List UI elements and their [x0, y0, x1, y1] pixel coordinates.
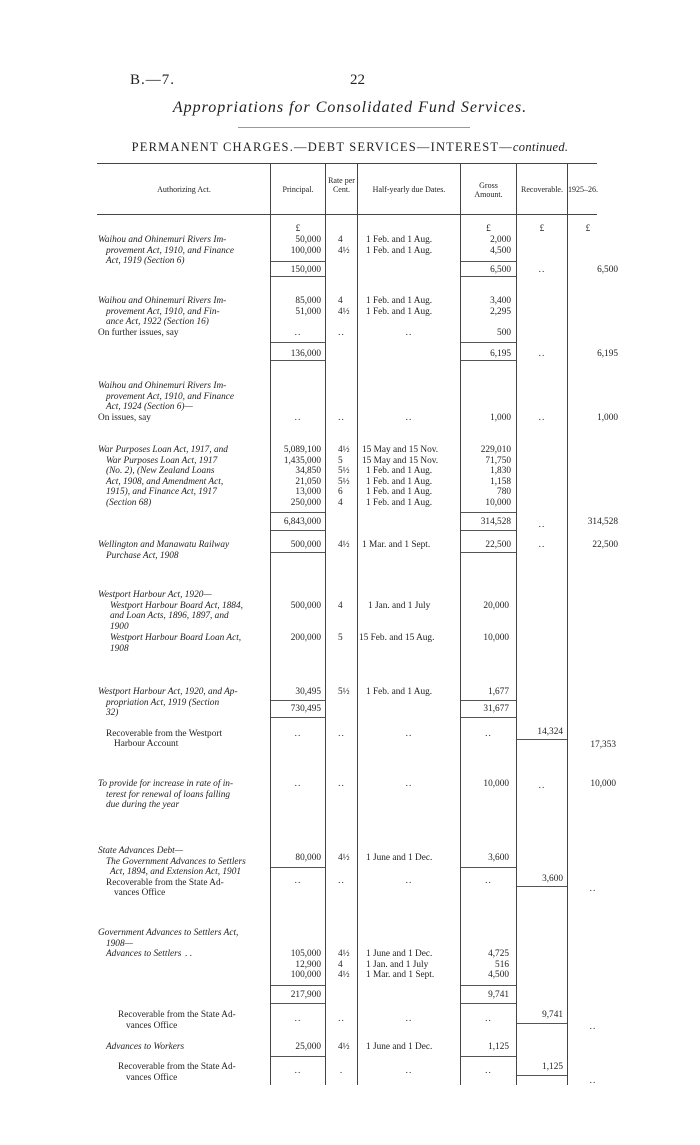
act-line: due during the year [106, 800, 180, 811]
rate-value: .. [338, 779, 345, 789]
due-dates: .. [405, 413, 413, 423]
recoverable-value: .. [538, 540, 546, 550]
act-line: Recoverable from the State Ad- [118, 1010, 236, 1020]
gross-value: 4,500 [488, 970, 509, 981]
gross-value: 1,125 [488, 1042, 509, 1052]
authorizing-act-entry [98, 540, 270, 561]
year-amount: 314,528 [587, 517, 618, 527]
authorizing-act-entry [98, 779, 270, 811]
principal-value: 50,000 [295, 235, 321, 245]
due-dates: 1 Jan. and 1 July [366, 959, 429, 970]
gross-value: 10,000 [483, 633, 509, 643]
principal-total: 730,495 [290, 704, 321, 714]
gross-total: 6,195 [490, 349, 511, 359]
title-rule [238, 127, 470, 128]
recoverable-row-dates: .. [405, 1014, 413, 1024]
principal-total: 217,900 [290, 990, 321, 1000]
act-line: Wellington and Manawatu Railway [98, 540, 230, 550]
subtotal-rule [461, 261, 516, 262]
col-header-gross: Gross Amount. [474, 181, 503, 199]
principal-value: .. [294, 413, 302, 423]
rate-value: 4½ [338, 445, 350, 455]
col-header-rate: Rate per Cent. [328, 176, 355, 194]
act-line: and Loan Acts, 1896, 1897, and [110, 611, 229, 622]
principal-value: 200,000 [290, 633, 321, 643]
act-line: State Advances Debt— [98, 846, 184, 856]
gross-total: 314,528 [480, 517, 511, 527]
gross-value: 2,295 [490, 306, 511, 317]
column-divider [567, 163, 568, 1085]
act-line: vances Office [114, 888, 166, 899]
total-rule [461, 1003, 516, 1004]
subtotal-rule [271, 512, 325, 513]
act-line: Act, 1919 (Section 6) [106, 256, 185, 267]
principal-value: 25,000 [295, 1042, 321, 1052]
rate-value: 5½ [338, 687, 350, 697]
recoverable-row-principal: .. [294, 1066, 302, 1076]
rate-value: 4 [338, 959, 343, 970]
col-header-authorizing-act: Authorizing Act. [157, 185, 211, 194]
gross-value: 3,400 [490, 296, 511, 306]
authorizing-act-entry [98, 381, 270, 423]
total-rule [461, 360, 516, 361]
gross-total: 6,500 [490, 265, 511, 275]
principal-value: 1,435,000 [283, 455, 321, 466]
leader-dots: . . [185, 949, 192, 959]
gross-value: 229,010 [480, 445, 511, 455]
recoverable-row-gross: .. [485, 1066, 492, 1076]
due-dates: 15 May and 15 Nov. [362, 455, 439, 466]
due-dates: 15 May and 15 Nov. [362, 445, 439, 455]
rate-value: 4½ [338, 970, 350, 981]
act-line: terest for renewal of loans falling [106, 789, 231, 800]
due-dates: 1 Feb. and 1 Aug. [366, 235, 433, 245]
authorizing-act-entry [98, 235, 270, 267]
principal-value: 51,000 [295, 306, 321, 317]
recoverable-row-dates: .. [405, 729, 413, 739]
act-line: 1908— [106, 938, 133, 949]
year-amount: 6,195 [597, 349, 618, 359]
total-rule [271, 530, 325, 531]
principal-value: 500,000 [290, 601, 321, 611]
total-rule [461, 530, 516, 531]
year-amount: 10,000 [590, 779, 616, 789]
currency-symbol: £ [585, 224, 591, 234]
principal-value: 80,000 [295, 853, 321, 863]
act-line: provement Act, 1910, and Finance [106, 245, 235, 256]
rate-value: 4 [338, 296, 343, 306]
gross-value: 20,000 [483, 601, 509, 611]
gross-value: 10,000 [485, 498, 511, 508]
rate-value: 5½ [338, 466, 350, 477]
due-dates: 1 Feb. and 1 Aug. [366, 498, 433, 508]
act-line: Waihou and Ohinemuri Rivers Im- [98, 235, 227, 245]
total-rule [461, 276, 516, 277]
act-line: Westport Harbour Board Loan Act, [110, 633, 242, 644]
due-dates: 15 Feb. and 15 Aug. [359, 633, 435, 643]
total-rule [271, 552, 325, 553]
total-rule [461, 1056, 516, 1057]
recoverable-row-dates: .. [405, 876, 413, 886]
recoverable-row-gross: .. [485, 729, 492, 739]
year-amount: 6,500 [597, 265, 618, 275]
total-rule [461, 552, 516, 553]
rate-value: .. [338, 413, 345, 423]
currency-symbol: £ [295, 224, 301, 234]
act-line: Waihou and Ohinemuri Rivers Im- [98, 296, 227, 306]
rate-value: 4½ [338, 1042, 350, 1052]
column-divider [516, 163, 517, 1085]
act-line: Recoverable from the Westport [106, 728, 223, 739]
act-line: The Government Advances to Settlers [106, 856, 246, 867]
table-header-rule [97, 214, 597, 215]
act-line: War Purposes Loan Act, 1917 [106, 455, 218, 466]
recoverable-value: .. [538, 781, 546, 791]
act-line: Westport Harbour Act, 1920, and Ap- [98, 687, 238, 697]
gross-value: 1,158 [490, 476, 511, 487]
gross-value: 4,500 [490, 245, 511, 256]
act-line: vances Office [126, 1020, 178, 1031]
act-line: Advances to Settlers [106, 949, 182, 960]
due-dates: 1 June and 1 Dec. [366, 949, 433, 959]
subtotal-rule [271, 700, 325, 701]
recoverable-row-rate: .. [338, 729, 345, 739]
rate-value: 4½ [338, 540, 350, 550]
recoverable-value: .. [538, 349, 546, 359]
subtitle-continued: continued. [512, 140, 569, 154]
principal-value: .. [294, 779, 302, 789]
rate-value: 5½ [338, 476, 350, 487]
principal-value: 34,850 [295, 466, 321, 477]
authorizing-act-entry [98, 846, 270, 899]
document-reference: B.—7. [130, 72, 176, 88]
table-top-rule [97, 163, 597, 164]
rate-value: 5 [338, 633, 343, 643]
subtitle-text: PERMANENT CHARGES.—DEBT SERVICES—INTEREST— [131, 140, 513, 154]
act-line: provement Act, 1910, and Finance [106, 391, 235, 402]
act-line: Act, 1908, and Amendment Act, [106, 476, 224, 487]
subtotal-rule [271, 342, 325, 343]
act-line: propriation Act, 1919 (Section [106, 697, 220, 708]
total-rule [271, 1056, 325, 1057]
act-line: vances Office [126, 1072, 178, 1083]
subtotal-rule [461, 512, 516, 513]
rate-value: 5 [338, 455, 343, 466]
due-dates: 1 Feb. and 1 Aug. [366, 487, 433, 498]
col-header-recoverable: Recoverable. [521, 185, 563, 194]
subtotal-rule [461, 342, 516, 343]
due-dates: 1 Feb. and 1 Aug. [366, 296, 433, 306]
recoverable-row-principal: .. [294, 876, 302, 886]
authorizing-act-entry [98, 1042, 270, 1053]
act-line: (Section 68) [106, 497, 152, 508]
act-line: Waihou and Ohinemuri Rivers Im- [98, 381, 227, 391]
total-rule [517, 1075, 567, 1076]
act-line: On further issues, say [98, 327, 179, 338]
total-rule [461, 867, 516, 868]
act-line: 1900 [110, 621, 129, 632]
due-dates: 1 June and 1 Dec. [366, 1042, 433, 1052]
total-rule [517, 1023, 567, 1024]
subtotal-rule [461, 700, 516, 701]
rate-value: 6 [338, 487, 343, 498]
total-rule [271, 867, 325, 868]
gross-value: 516 [495, 959, 509, 970]
total-rule [271, 1003, 325, 1004]
principal-total: 136,000 [290, 349, 321, 359]
act-line: Act, 1894, and Extension Act, 1901 [110, 867, 241, 878]
rate-value: 4½ [338, 853, 350, 863]
rate-value: 4½ [338, 306, 350, 317]
year-amount: 1,000 [597, 413, 618, 423]
principal-value: 500,000 [290, 540, 321, 550]
principal-value: .. [294, 328, 302, 338]
principal-value: 105,000 [290, 949, 321, 959]
act-line: Government Advances to Settlers Act, [98, 928, 239, 938]
gross-value: 780 [497, 487, 511, 498]
principal-value: 100,000 [290, 245, 321, 256]
act-line: Recoverable from the State Ad- [106, 877, 224, 888]
act-line: Westport Harbour Board Act, 1884, [110, 600, 243, 611]
rate-value: 4½ [338, 245, 350, 256]
act-line: (No. 2), (New Zealand Loans [106, 466, 215, 477]
principal-value: 250,000 [290, 498, 321, 508]
due-dates: 1 Mar. and 1 Sept. [366, 970, 435, 981]
authorizing-act-entry [98, 928, 270, 960]
gross-value: 1,000 [490, 413, 511, 423]
year-amount: .. [589, 884, 597, 894]
rate-value: 4 [338, 498, 343, 508]
act-line: 1908 [110, 643, 129, 654]
act-line: Act, 1924 (Section 6)— [106, 402, 193, 413]
act-line: War Purposes Loan Act, 1917, and [98, 445, 228, 455]
authorizing-act-entry [98, 445, 270, 509]
gross-value: 1,677 [488, 687, 509, 697]
principal-value: 21,050 [295, 476, 321, 487]
principal-value: 13,000 [295, 487, 321, 498]
gross-value: 4,725 [488, 949, 509, 959]
section-subtitle [0, 140, 700, 155]
col-header-due-dates: Half-yearly due Dates. [372, 185, 446, 194]
total-rule [517, 886, 567, 887]
due-dates: .. [405, 779, 413, 789]
total-rule [271, 360, 325, 361]
year-amount: .. [589, 1076, 597, 1086]
act-line: Purchase Act, 1908 [106, 550, 179, 561]
recoverable-label [98, 1062, 270, 1083]
act-line: To provide for increase in rate of in- [98, 779, 234, 789]
recoverable-row-rate: .. [338, 1014, 345, 1024]
gross-value: 2,000 [490, 235, 511, 245]
year-amount: 17,353 [590, 740, 616, 750]
principal-value: 12,900 [295, 959, 321, 970]
recoverable-value: .. [538, 265, 546, 275]
gross-value: 22,500 [485, 540, 511, 550]
due-dates: 1 Feb. and 1 Aug. [366, 687, 433, 697]
act-line: 32) [106, 708, 119, 719]
due-dates: 1 Mar. and 1 Sept. [362, 540, 431, 550]
year-amount: .. [589, 1022, 597, 1032]
due-dates: 1 Feb. and 1 Aug. [366, 466, 433, 477]
recoverable-row-rate: . [339, 1066, 344, 1076]
currency-symbol: £ [539, 224, 545, 234]
total-rule [271, 276, 325, 277]
page-title: Appropriations for Consolidated Fund Services. [172, 99, 528, 116]
principal-value: 100,000 [290, 970, 321, 981]
authorizing-act-entry [98, 296, 270, 338]
principal-value: 5,089,100 [283, 445, 321, 455]
principal-value: 30,495 [295, 687, 321, 697]
recoverable-value: 14,324 [537, 727, 563, 737]
gross-total: 9,741 [488, 990, 509, 1000]
authorizing-act-entry [98, 590, 270, 655]
gross-value: 10,000 [483, 779, 509, 789]
act-line: Westport Harbour Act, 1920— [98, 590, 212, 600]
recoverable-label [98, 1010, 270, 1031]
total-rule [461, 717, 516, 718]
subtotal-rule [271, 985, 325, 986]
rate-value: 4 [338, 601, 343, 611]
column-divider [357, 163, 358, 1085]
recoverable-row-gross: .. [485, 1014, 492, 1024]
recoverable-value: 1,125 [542, 1062, 563, 1072]
principal-total: 6,843,000 [283, 517, 321, 527]
due-dates: 1 Feb. and 1 Aug. [366, 476, 433, 487]
currency-symbol: £ [486, 224, 491, 234]
recoverable-value: 3,600 [542, 874, 563, 884]
rate-value: 4½ [338, 949, 350, 959]
recoverable-row-principal: .. [294, 1014, 302, 1024]
recoverable-row-principal: .. [294, 729, 302, 739]
col-header-year: 1925–26. [568, 185, 598, 194]
recoverable-row-rate: .. [338, 876, 345, 886]
recoverable-value: .. [538, 413, 546, 423]
year-amount: 22,500 [592, 540, 618, 550]
total-rule [517, 739, 567, 740]
principal-value: 85,000 [295, 296, 321, 306]
column-divider [325, 163, 326, 1085]
act-line: Recoverable from the State Ad- [118, 1062, 236, 1072]
due-dates: 1 Feb. and 1 Aug. [366, 306, 433, 317]
gross-value: 71,750 [485, 455, 511, 466]
recoverable-row-dates: .. [405, 1066, 413, 1076]
gross-value: 500 [497, 328, 511, 338]
act-line: Advances to Workers [106, 1042, 185, 1052]
subtotal-rule [271, 261, 325, 262]
principal-total: 150,000 [290, 265, 321, 275]
authorizing-act-entry [98, 687, 270, 750]
due-dates: 1 Feb. and 1 Aug. [366, 245, 433, 256]
col-header-principal: Principal. [282, 185, 314, 194]
due-dates: .. [405, 328, 413, 338]
act-line: 1915), and Finance Act, 1917 [106, 487, 217, 498]
due-dates: 1 June and 1 Dec. [366, 853, 433, 863]
rate-value: 4 [338, 235, 343, 245]
subtotal-rule [461, 985, 516, 986]
gross-value: 1,830 [490, 466, 511, 477]
page-number: 22 [350, 72, 365, 88]
due-dates: 1 Jan. and 1 July [368, 601, 431, 611]
act-line: Harbour Account [114, 739, 179, 750]
recoverable-value: .. [538, 520, 546, 530]
recoverable-row-gross: .. [485, 876, 492, 886]
act-line: ance Act, 1922 (Section 16) [106, 317, 209, 328]
recoverable-value: 9,741 [542, 1010, 563, 1020]
act-line: On issues, say [98, 412, 151, 423]
act-line: provement Act, 1910, and Fin- [106, 306, 220, 317]
total-rule [271, 717, 325, 718]
rate-value: .. [338, 328, 345, 338]
gross-total: 31,677 [483, 704, 509, 714]
gross-value: 3,600 [488, 853, 509, 863]
